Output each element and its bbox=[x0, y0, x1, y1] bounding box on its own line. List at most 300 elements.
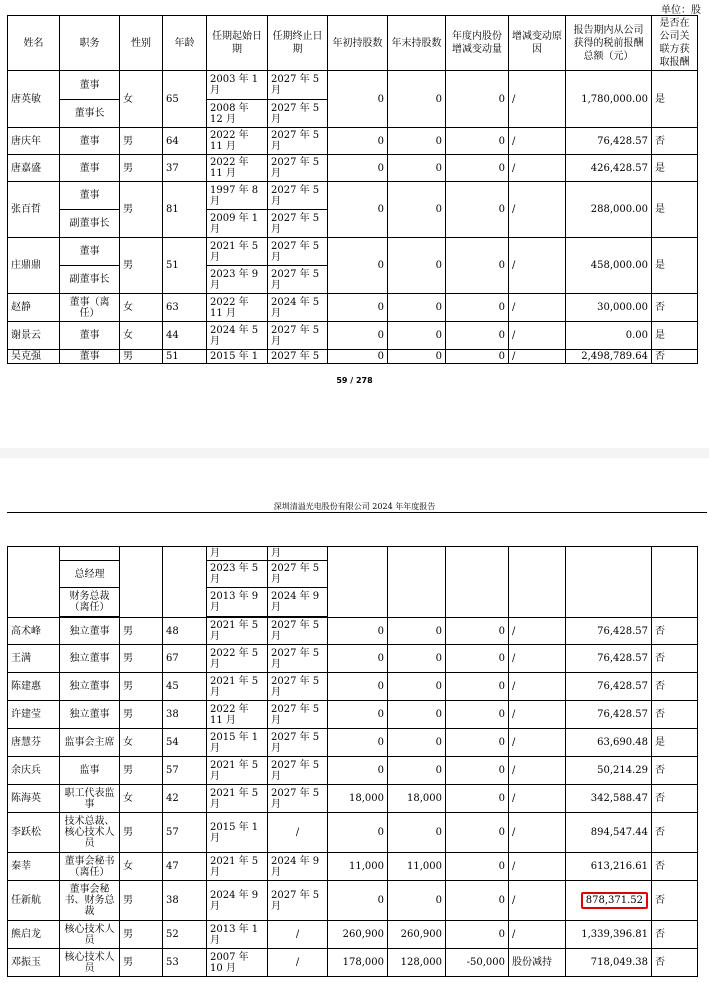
cell-begin: 18,000 bbox=[328, 785, 388, 813]
cell-name: 陈海英 bbox=[8, 785, 60, 813]
cell-related: 否 bbox=[652, 949, 698, 977]
cell-start: 2021 年 5 月 bbox=[207, 757, 268, 785]
cell-gender: 女 bbox=[120, 322, 163, 350]
cell-age: 57 bbox=[163, 757, 207, 785]
cell-begin: 0 bbox=[328, 618, 388, 645]
cell-change: 0 bbox=[446, 155, 509, 182]
cell-name: 唐英敏 bbox=[8, 71, 60, 128]
table-row bbox=[8, 618, 698, 645]
cell-end-shares: 0 bbox=[388, 294, 446, 322]
cell-name: 熊启龙 bbox=[8, 921, 60, 949]
cell-name: 秦莘 bbox=[8, 853, 60, 881]
cell-end: 2027 年 5 月 bbox=[268, 238, 328, 266]
cell-gender: 男 bbox=[120, 921, 163, 949]
highlighted-pay-value: 878,371.52 bbox=[581, 892, 648, 909]
cell-start: 2022 年 11 月 bbox=[207, 128, 268, 155]
cell-reason: / bbox=[509, 729, 566, 757]
cell-change: 0 bbox=[446, 645, 509, 673]
table-header-row bbox=[8, 16, 698, 71]
cell-gender: 男 bbox=[120, 155, 163, 182]
cell-age: 54 bbox=[163, 729, 207, 757]
cell-begin: 0 bbox=[328, 645, 388, 673]
cell-pay: 76,428.57 bbox=[566, 128, 652, 155]
cell-title: 董事 bbox=[60, 322, 120, 350]
cell-start: 2009 年 1 月 bbox=[207, 210, 268, 238]
cell-age: 44 bbox=[163, 322, 207, 350]
cell-age: 63 bbox=[163, 294, 207, 322]
table-row bbox=[8, 322, 698, 350]
cell-end-shares: 0 bbox=[388, 729, 446, 757]
table-row bbox=[8, 182, 698, 210]
cell-pay: 718,049.38 bbox=[566, 949, 652, 977]
cell-pay: 458,000.00 bbox=[566, 238, 652, 294]
cell-start: 2021 年 5 月 bbox=[207, 673, 268, 701]
cell-gender: 男 bbox=[120, 757, 163, 785]
cell-change: 0 bbox=[446, 182, 509, 238]
cell-title: 董事（离任） bbox=[60, 294, 120, 322]
cell-title bbox=[60, 547, 120, 561]
cell-related bbox=[652, 547, 698, 618]
cell-begin: 0 bbox=[328, 294, 388, 322]
cell-title: 董事 bbox=[60, 71, 120, 100]
cell-related: 否 bbox=[652, 645, 698, 673]
cell-change: 0 bbox=[446, 618, 509, 645]
cell-end: 2024 年 9 月 bbox=[268, 853, 328, 881]
cell-pay: 342,588.47 bbox=[566, 785, 652, 813]
cell-related: 否 bbox=[652, 785, 698, 813]
cell-end: / bbox=[268, 949, 328, 977]
cell-gender: 男 bbox=[120, 813, 163, 853]
cell-name: 唐慧芬 bbox=[8, 729, 60, 757]
cell-name: 庄鼎鼎 bbox=[8, 238, 60, 294]
cell-change: 0 bbox=[446, 813, 509, 853]
cell-reason: / bbox=[509, 813, 566, 853]
cell-begin: 260,900 bbox=[328, 921, 388, 949]
cell-related: 是 bbox=[652, 729, 698, 757]
cell-end: 2027 年 5 月 bbox=[268, 881, 328, 921]
cell-begin: 0 bbox=[328, 813, 388, 853]
cell-end-shares: 0 bbox=[388, 618, 446, 645]
cell-related: 否 bbox=[652, 881, 698, 921]
cell-related: 是 bbox=[652, 155, 698, 182]
cell-change bbox=[446, 547, 509, 618]
cell-end: 2027 年 5 月 bbox=[268, 785, 328, 813]
cell-reason: 股份减持 bbox=[509, 949, 566, 977]
cell-related: 否 bbox=[652, 294, 698, 322]
cell-change: 0 bbox=[446, 673, 509, 701]
col-header: 性别 bbox=[120, 16, 163, 71]
cell-start: 2021 年 5 月 bbox=[207, 618, 268, 645]
cell-title: 独立董事 bbox=[60, 701, 120, 729]
cell-begin bbox=[328, 547, 388, 618]
cell-reason: / bbox=[509, 618, 566, 645]
cell-name: 赵静 bbox=[8, 294, 60, 322]
cell-change: 0 bbox=[446, 294, 509, 322]
cell-end: 2027 年 5 月 bbox=[268, 645, 328, 673]
cell-change: 0 bbox=[446, 729, 509, 757]
cell-change: 0 bbox=[446, 71, 509, 128]
cell-pay: 1,780,000.00 bbox=[566, 71, 652, 128]
cell-end-shares bbox=[388, 547, 446, 618]
col-header: 年初持股数 bbox=[328, 16, 388, 71]
col-header: 姓名 bbox=[8, 16, 60, 71]
cell-reason bbox=[509, 547, 566, 618]
cell-start: 2024 年 9 月 bbox=[207, 881, 268, 921]
cell-gender: 男 bbox=[120, 949, 163, 977]
cell-reason: / bbox=[509, 881, 566, 921]
col-header: 年龄 bbox=[163, 16, 207, 71]
cell-change: 0 bbox=[446, 128, 509, 155]
cell-start: 2023 年 9 月 bbox=[207, 266, 268, 294]
cell-related: 否 bbox=[652, 757, 698, 785]
cell-change: 0 bbox=[446, 921, 509, 949]
cell-age: 37 bbox=[163, 155, 207, 182]
cell-gender: 女 bbox=[120, 853, 163, 881]
cell-end: 2027 年 5 bbox=[268, 350, 328, 364]
cell-end: 月 bbox=[268, 547, 328, 561]
cell-name: 谢景云 bbox=[8, 322, 60, 350]
table-row bbox=[8, 238, 698, 266]
cell-title: 独立董事 bbox=[60, 673, 120, 701]
cell-end: 2027 年 5 月 bbox=[268, 128, 328, 155]
cell-pay: 0.00 bbox=[566, 322, 652, 350]
cell-age: 64 bbox=[163, 128, 207, 155]
cell-age bbox=[163, 547, 207, 618]
cell-end-shares: 0 bbox=[388, 71, 446, 128]
col-header: 任期终止日期 bbox=[268, 16, 328, 71]
cell-age: 67 bbox=[163, 645, 207, 673]
cell-name: 许建莹 bbox=[8, 701, 60, 729]
cell-end-shares: 11,000 bbox=[388, 853, 446, 881]
cell-related: 否 bbox=[652, 618, 698, 645]
cell-pay bbox=[566, 881, 652, 921]
cell-related: 是 bbox=[652, 182, 698, 238]
cell-begin: 11,000 bbox=[328, 853, 388, 881]
cell-end: / bbox=[268, 813, 328, 853]
cell-reason: / bbox=[509, 128, 566, 155]
cell-end: 2027 年 5 月 bbox=[268, 182, 328, 210]
cell-reason: / bbox=[509, 155, 566, 182]
page-separator bbox=[0, 448, 709, 458]
cell-pay: 76,428.57 bbox=[566, 673, 652, 701]
cell-related: 否 bbox=[652, 921, 698, 949]
cell-related: 否 bbox=[652, 128, 698, 155]
cell-end: 2027 年 5 月 bbox=[268, 561, 328, 588]
col-header: 报告期内从公司获得的税前报酬总额（元） bbox=[566, 16, 652, 71]
cell-pay: 76,428.57 bbox=[566, 618, 652, 645]
cell-reason: / bbox=[509, 182, 566, 238]
cell-begin: 0 bbox=[328, 729, 388, 757]
page-number: 59 / 278 bbox=[336, 376, 373, 385]
cell-start: 2015 年 1 bbox=[207, 350, 268, 364]
cell-change: 0 bbox=[446, 757, 509, 785]
cell-end: 2027 年 5 月 bbox=[268, 673, 328, 701]
cell-title: 财务总裁（离任） bbox=[60, 588, 120, 617]
cell-end-shares: 0 bbox=[388, 813, 446, 853]
cell-title: 副董事长 bbox=[60, 266, 120, 294]
table-row bbox=[8, 645, 698, 673]
cell-age: 53 bbox=[163, 949, 207, 977]
cell-start: 2023 年 5 月 bbox=[207, 561, 268, 588]
cell-start: 2022 年 11 月 bbox=[207, 155, 268, 182]
cell-start: 月 bbox=[207, 547, 268, 561]
cell-age: 81 bbox=[163, 182, 207, 238]
cell-related: 是 bbox=[652, 322, 698, 350]
cell-end: 2027 年 5 月 bbox=[268, 155, 328, 182]
cell-gender: 女 bbox=[120, 71, 163, 128]
cell-gender bbox=[120, 547, 163, 618]
cell-end: 2027 年 5 月 bbox=[268, 210, 328, 238]
cell-title: 核心技术人员 bbox=[60, 949, 120, 977]
table-row bbox=[8, 881, 698, 921]
cell-start: 2024 年 5 月 bbox=[207, 322, 268, 350]
cell-name: 唐嘉盛 bbox=[8, 155, 60, 182]
cell-change: 0 bbox=[446, 785, 509, 813]
cell-name: 吴克强 bbox=[8, 350, 60, 364]
cell-gender: 男 bbox=[120, 618, 163, 645]
cell-start: 1997 年 8 月 bbox=[207, 182, 268, 210]
cell-title: 董事 bbox=[60, 128, 120, 155]
cell-reason: / bbox=[509, 238, 566, 294]
cell-change: 0 bbox=[446, 322, 509, 350]
cell-name: 陈建惠 bbox=[8, 673, 60, 701]
table-row bbox=[8, 71, 698, 100]
cell-title: 核心技术人员 bbox=[60, 921, 120, 949]
table-row bbox=[8, 547, 698, 561]
cell-begin: 0 bbox=[328, 322, 388, 350]
cell-change: 0 bbox=[446, 701, 509, 729]
unit-label: 单位：股 bbox=[661, 5, 701, 16]
cell-reason: / bbox=[509, 757, 566, 785]
cell-end: 2027 年 5 月 bbox=[268, 100, 328, 128]
cell-change: 0 bbox=[446, 881, 509, 921]
cell-reason: / bbox=[509, 71, 566, 128]
col-header: 是否在公司关联方获取报酬 bbox=[652, 16, 698, 71]
col-header: 年度内股份增减变动量 bbox=[446, 16, 509, 71]
table-row bbox=[8, 949, 698, 977]
cell-pay: 1,339,396.81 bbox=[566, 921, 652, 949]
cell-age: 47 bbox=[163, 853, 207, 881]
cell-start: 2022 年 11 月 bbox=[207, 701, 268, 729]
cell-name: 任新航 bbox=[8, 881, 60, 921]
cell-end-shares: 128,000 bbox=[388, 949, 446, 977]
cell-related: 否 bbox=[652, 701, 698, 729]
cell-end: / bbox=[268, 921, 328, 949]
cell-pay: 2,498,789.64 bbox=[566, 350, 652, 364]
cell-age: 65 bbox=[163, 71, 207, 128]
cell-title: 董事长 bbox=[60, 100, 120, 128]
cell-reason: / bbox=[509, 673, 566, 701]
cell-pay: 30,000.00 bbox=[566, 294, 652, 322]
cell-end-shares: 0 bbox=[388, 701, 446, 729]
cell-title: 职工代表监事 bbox=[60, 785, 120, 813]
cell-start: 2013 年 9 月 bbox=[207, 588, 268, 617]
table-row bbox=[8, 128, 698, 155]
cell-gender: 男 bbox=[120, 350, 163, 364]
cell-end: 2027 年 5 月 bbox=[268, 322, 328, 350]
cell-gender: 女 bbox=[120, 294, 163, 322]
cell-title: 董事 bbox=[60, 350, 120, 364]
cell-gender: 男 bbox=[120, 128, 163, 155]
cell-reason: / bbox=[509, 701, 566, 729]
cell-begin: 0 bbox=[328, 757, 388, 785]
cell-age: 57 bbox=[163, 813, 207, 853]
cell-begin: 0 bbox=[328, 155, 388, 182]
executive-compensation-table-page1 bbox=[7, 15, 698, 364]
cell-end-shares: 0 bbox=[388, 757, 446, 785]
cell-related: 否 bbox=[652, 853, 698, 881]
cell-age: 38 bbox=[163, 881, 207, 921]
cell-end-shares: 0 bbox=[388, 645, 446, 673]
cell-begin: 0 bbox=[328, 881, 388, 921]
cell-name: 王满 bbox=[8, 645, 60, 673]
cell-end-shares: 0 bbox=[388, 350, 446, 364]
cell-pay: 76,428.57 bbox=[566, 645, 652, 673]
table-row bbox=[8, 813, 698, 853]
cell-end-shares: 0 bbox=[388, 322, 446, 350]
cell-begin: 0 bbox=[328, 701, 388, 729]
cell-age: 42 bbox=[163, 785, 207, 813]
cell-end-shares: 0 bbox=[388, 182, 446, 238]
cell-age: 38 bbox=[163, 701, 207, 729]
cell-age: 45 bbox=[163, 673, 207, 701]
cell-title: 独立董事 bbox=[60, 645, 120, 673]
cell-pay: 288,000.00 bbox=[566, 182, 652, 238]
table-row bbox=[8, 729, 698, 757]
cell-end: 2024 年 9 月 bbox=[268, 588, 328, 617]
cell-title: 副董事长 bbox=[60, 210, 120, 238]
cell-start: 2007 年 10 月 bbox=[207, 949, 268, 977]
cell-title: 董事 bbox=[60, 155, 120, 182]
cell-start: 2021 年 5 月 bbox=[207, 785, 268, 813]
cell-end: 2027 年 5 月 bbox=[268, 701, 328, 729]
cell-begin: 0 bbox=[328, 673, 388, 701]
cell-end-shares: 260,900 bbox=[388, 921, 446, 949]
cell-end-shares: 0 bbox=[388, 155, 446, 182]
cell-pay: 50,214.29 bbox=[566, 757, 652, 785]
table-row bbox=[8, 921, 698, 949]
cell-gender: 男 bbox=[120, 182, 163, 238]
cell-end-shares: 18,000 bbox=[388, 785, 446, 813]
col-header: 年末持股数 bbox=[388, 16, 446, 71]
cell-start: 2013 年 1 月 bbox=[207, 921, 268, 949]
cell-name: 唐庆年 bbox=[8, 128, 60, 155]
header-rule bbox=[7, 512, 707, 513]
cell-end: 2027 年 5 月 bbox=[268, 729, 328, 757]
cell-change: 0 bbox=[446, 238, 509, 294]
cell-name: 李跃松 bbox=[8, 813, 60, 853]
cell-age: 52 bbox=[163, 921, 207, 949]
cell-end-shares: 0 bbox=[388, 128, 446, 155]
cell-end: 2027 年 5 月 bbox=[268, 618, 328, 645]
cell-pay: 76,428.57 bbox=[566, 701, 652, 729]
cell-begin: 0 bbox=[328, 238, 388, 294]
cell-reason: / bbox=[509, 350, 566, 364]
table-row bbox=[8, 853, 698, 881]
cell-name: 余庆兵 bbox=[8, 757, 60, 785]
cell-related: 是 bbox=[652, 238, 698, 294]
cell-end-shares: 0 bbox=[388, 881, 446, 921]
cell-title: 独立董事 bbox=[60, 618, 120, 645]
executive-compensation-table-page2 bbox=[7, 546, 698, 977]
cell-pay: 426,428.57 bbox=[566, 155, 652, 182]
cell-start: 2021 年 5 月 bbox=[207, 238, 268, 266]
cell-age: 51 bbox=[163, 238, 207, 294]
cell-end-shares: 0 bbox=[388, 238, 446, 294]
table-row bbox=[8, 155, 698, 182]
cell-title: 董事 bbox=[60, 238, 120, 266]
cell-end-shares: 0 bbox=[388, 673, 446, 701]
cell-start: 2003 年 1 月 bbox=[207, 71, 268, 100]
cell-title: 监事 bbox=[60, 757, 120, 785]
cell-begin: 178,000 bbox=[328, 949, 388, 977]
cell-pay: 63,690.48 bbox=[566, 729, 652, 757]
cell-change: -50,000 bbox=[446, 949, 509, 977]
cell-name: 高术峰 bbox=[8, 618, 60, 645]
cell-title: 董事会秘书、财务总裁 bbox=[60, 881, 120, 921]
cell-begin: 0 bbox=[328, 350, 388, 364]
cell-begin: 0 bbox=[328, 182, 388, 238]
table-row bbox=[8, 673, 698, 701]
cell-gender: 男 bbox=[120, 673, 163, 701]
table-row bbox=[8, 785, 698, 813]
cell-start: 2008 年 12 月 bbox=[207, 100, 268, 128]
cell-pay: 894,547.44 bbox=[566, 813, 652, 853]
cell-title: 技术总裁、核心技术人员 bbox=[60, 813, 120, 853]
cell-gender: 女 bbox=[120, 729, 163, 757]
cell-start: 2015 年 1 月 bbox=[207, 813, 268, 853]
cell-start: 2022 年 11 月 bbox=[207, 294, 268, 322]
cell-change: 0 bbox=[446, 853, 509, 881]
cell-related: 是 bbox=[652, 71, 698, 128]
cell-title: 董事会秘书（离任） bbox=[60, 853, 120, 881]
cell-gender: 男 bbox=[120, 238, 163, 294]
cell-reason: / bbox=[509, 322, 566, 350]
cell-gender: 男 bbox=[120, 881, 163, 921]
cell-gender: 女 bbox=[120, 785, 163, 813]
col-header: 任期起始日期 bbox=[207, 16, 268, 71]
cell-related: 否 bbox=[652, 673, 698, 701]
cell-start: 2022 年 5 月 bbox=[207, 645, 268, 673]
table-row bbox=[8, 701, 698, 729]
cell-end: 2027 年 5 月 bbox=[268, 71, 328, 100]
cell-start: 2015 年 1 月 bbox=[207, 729, 268, 757]
table-row bbox=[8, 350, 698, 364]
cell-related: 否 bbox=[652, 350, 698, 364]
cell-related: 否 bbox=[652, 813, 698, 853]
cell-pay: 613,216.61 bbox=[566, 853, 652, 881]
cell-name: 邓振玉 bbox=[8, 949, 60, 977]
cell-end: 2024 年 5 月 bbox=[268, 294, 328, 322]
cell-reason: / bbox=[509, 645, 566, 673]
table-row bbox=[8, 294, 698, 322]
cell-begin: 0 bbox=[328, 128, 388, 155]
cell-reason: / bbox=[509, 853, 566, 881]
table-row bbox=[8, 757, 698, 785]
cell-title: 监事会主席 bbox=[60, 729, 120, 757]
cell-name: 张百哲 bbox=[8, 182, 60, 238]
cell-name bbox=[8, 547, 60, 618]
cell-title: 董事 bbox=[60, 182, 120, 210]
cell-age: 51 bbox=[163, 350, 207, 364]
report-header: 深圳清溢光电股份有限公司 2024 年年度报告 bbox=[273, 502, 436, 511]
cell-reason: / bbox=[509, 921, 566, 949]
cell-gender: 男 bbox=[120, 701, 163, 729]
cell-end: 2027 年 5 月 bbox=[268, 757, 328, 785]
cell-start: 2021 年 5 月 bbox=[207, 853, 268, 881]
col-header: 职务 bbox=[60, 16, 120, 71]
cell-gender: 男 bbox=[120, 645, 163, 673]
